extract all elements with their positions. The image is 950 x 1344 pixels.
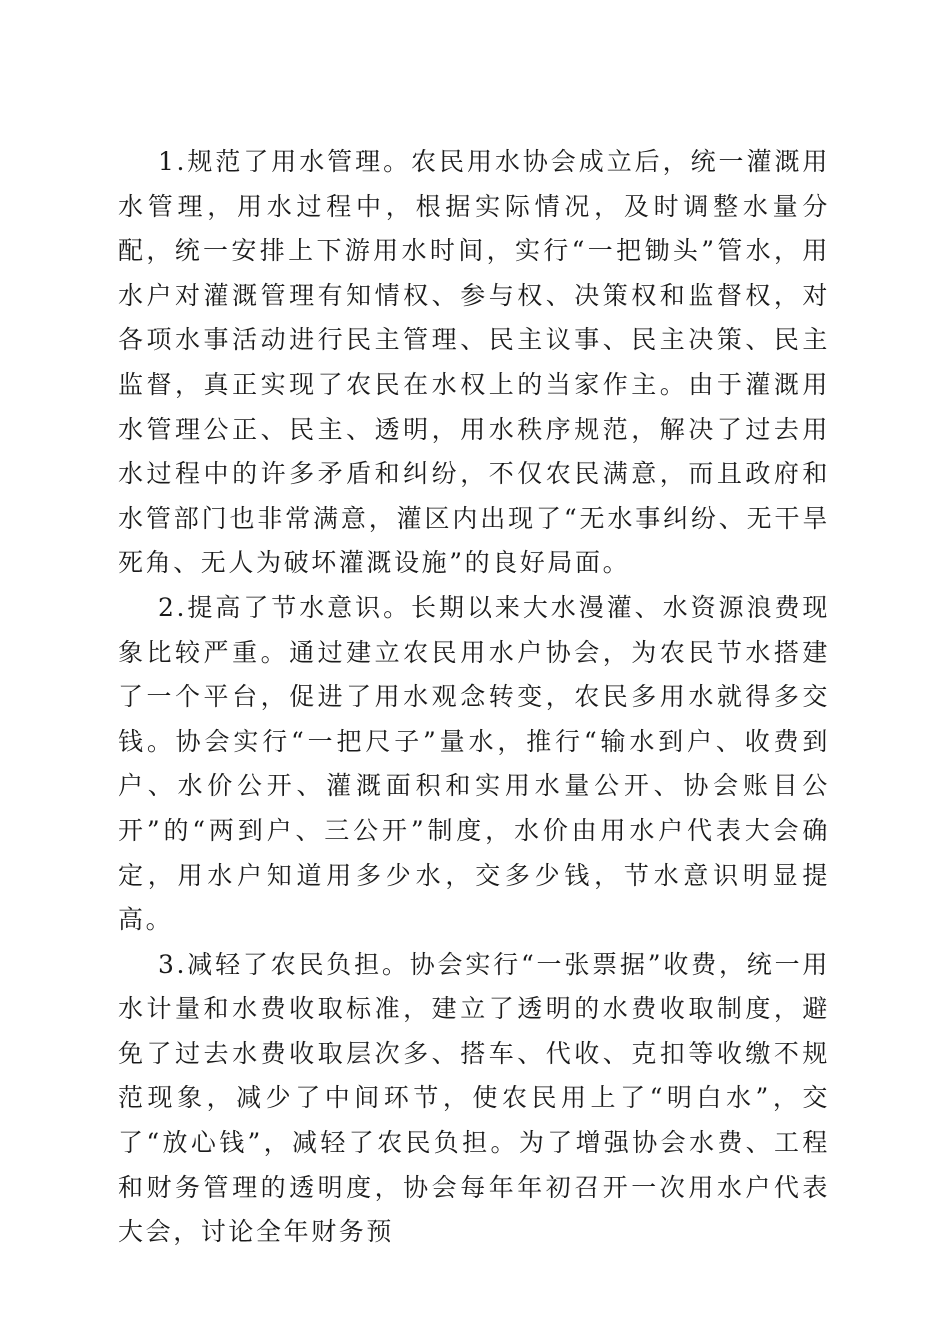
paragraph-water-management: 1.规范了用水管理。农民用水协会成立后，统一灌溉用水管理，用水过程中，根据实际情况，及时调整水量分配，统一安排上下游用水时间，实行“一把锄头”管水，用水户对灌溉管理有知情权、参与权、决策权和监督权，对各项水事活动进行民主管理、民主议事、民主决策、民主监督，真正实现了农民在水权上的当家作主。由于灌溉用水管理公正、民主、透明，用水秩序规范，解决了过去用水过程中的许多矛盾和纠纷，不仅农民满意，而且政府和水管部门也非常满意，灌区内出现了“无水事纠纷、无干旱死角、无人为破坏灌溉设施”的良好局面。 xyxy=(118,147,830,578)
document-body xyxy=(118,140,830,1255)
paragraph-farmer-burden: 3.减轻了农民负担。协会实行“一张票据”收费，统一用水计量和水费收取标准，建立了透明的水费收取制度，避免了过去水费收取层次多、搭车、代收、克扣等收缴不规范现象，减少了中间环节，使农民用上了“明白水”，交了“放心钱”，减轻了农民负担。为了增强协会水费、工程和财务管理的透明度，协会每年年初召开一次用水户代表大会，讨论全年财务预 xyxy=(118,949,830,1247)
paragraph-water-saving: 2.提高了节水意识。长期以来大水漫灌、水资源浪费现象比较严重。通过建立农民用水户协会，为农民节水搭建了一个平台，促进了用水观念转变，农民多用水就得多交钱。协会实行“一把尺子”量水，推行“输水到户、收费到户、水价公开、灌溉面积和实用水量公开、协会账目公开”的“两到户、三公开”制度，水价由用水户代表大会确定，用水户知道用多少水，交多少钱，节水意识明显提高。 xyxy=(118,592,830,935)
